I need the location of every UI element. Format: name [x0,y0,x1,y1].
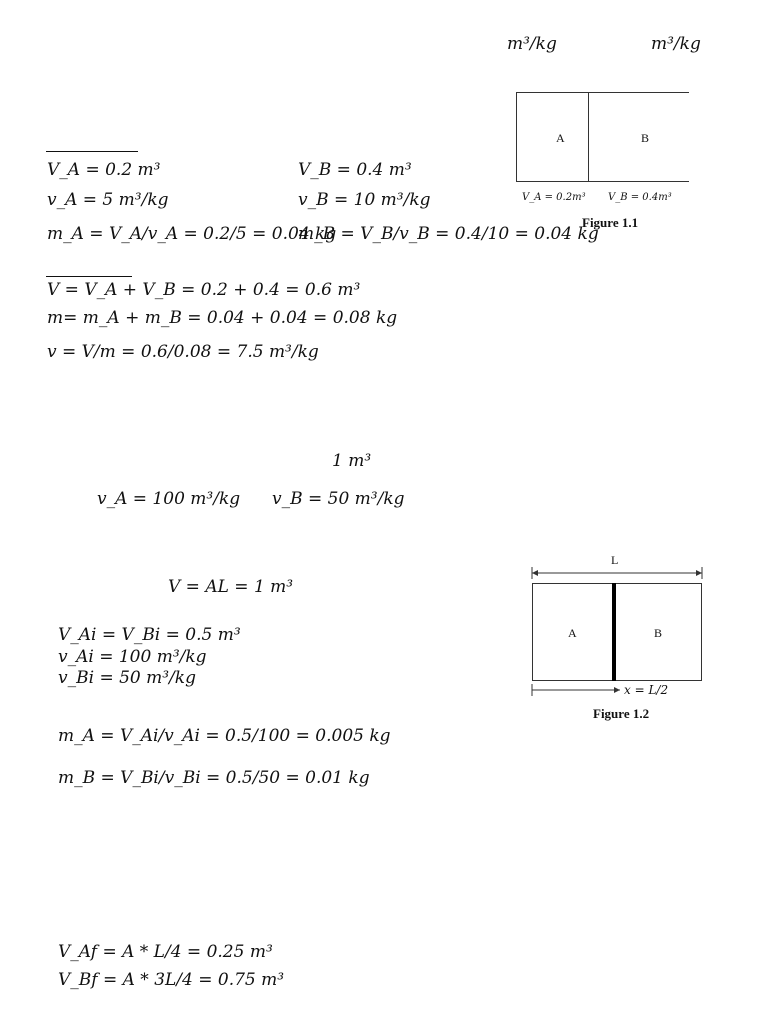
part2-final-line-2: V_Bf = A * 3L/4 = 0.75 m³ [58,970,285,990]
part2-vb: v_B = 50 m³/kg [272,489,405,509]
part2-initial-line-3: v_Bi = 50 m³/kg [58,668,196,688]
part1-total-mass: m= m_A + m_B = 0.04 + 0.04 = 0.08 kg [47,308,398,328]
figure-1-1-container [516,92,689,182]
figure-1-2-x-arrow [528,683,624,697]
figure-1-2-container [532,583,702,681]
figure-1-2-x-label: x = L/2 [624,683,669,697]
part2-initial-line-2: v_Ai = 100 m³/kg [58,647,207,667]
part1-right-line-2: v_B = 10 m³/kg [298,190,431,210]
figure-1-2-length-label: L [611,553,619,567]
figure-1-1-vb-label: V_B = 0.4m³ [608,192,672,203]
overline-totals [46,276,132,277]
figure-1-1-label-a: A [556,131,565,145]
figure-1-1-divider [588,92,589,182]
part1-total-volume: V = V_A + V_B = 0.2 + 0.4 = 0.6 m³ [47,280,361,300]
figure-1-1-label-b: B [641,131,650,145]
header-unit-left: m³/kg [507,34,557,54]
part1-specific-volume: v = V/m = 0.6/0.08 = 7.5 m³/kg [47,342,319,362]
part2-volume: 1 m³ [332,451,372,471]
part2-mass-a: m_A = V_Ai/v_Ai = 0.5/100 = 0.005 kg [58,726,391,746]
part1-left-line-3: m_A = V_A/v_A = 0.2/5 = 0.04 kg [47,224,337,244]
part2-v-equation: V = AL = 1 m³ [168,577,294,597]
figure-1-2-caption: Figure 1.2 [593,706,650,721]
figure-1-1-caption: Figure 1.1 [582,215,639,230]
part1-left-line-2: v_A = 5 m³/kg [47,190,169,210]
part2-va: v_A = 100 m³/kg [97,489,241,509]
part1-left-line-1: V_A = 0.2 m³ [47,160,161,180]
part1-right-line-3: m_B = V_B/v_B = 0.4/10 = 0.04 kg [298,224,599,244]
figure-1-1-va-label: V_A = 0.2m³ [522,192,586,203]
part1-right-line-1: V_B = 0.4 m³ [298,160,412,180]
overline-part1 [46,151,138,152]
figure-1-2-length-arrow [528,566,706,580]
part2-initial-line-1: V_Ai = V_Bi = 0.5 m³ [58,625,241,645]
figure-1-2-label-b: B [654,626,663,640]
header-unit-right: m³/kg [651,34,701,54]
part2-final-line-1: V_Af = A * L/4 = 0.25 m³ [58,942,273,962]
figure-1-2-label-a: A [568,626,577,640]
figure-1-2-piston [612,583,616,681]
part2-mass-b: m_B = V_Bi/v_Bi = 0.5/50 = 0.01 kg [58,768,370,788]
